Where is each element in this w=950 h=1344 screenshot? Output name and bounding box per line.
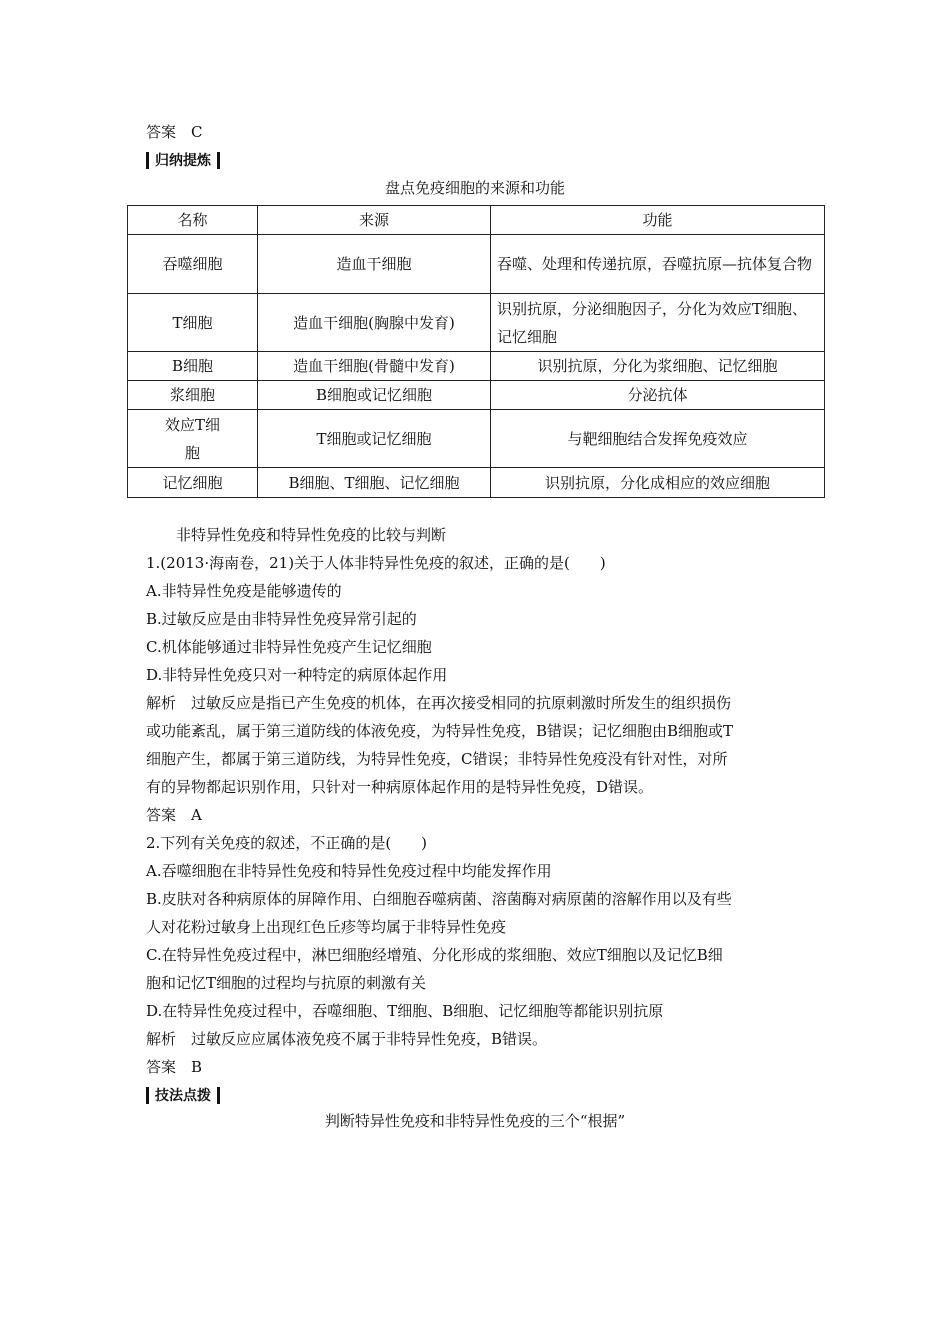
table-row — [128, 381, 825, 410]
table-row — [128, 352, 825, 381]
q1-analysis-line: 细胞产生，都属于第三道防线，为特异性免疫，C错误；非特异性免疫没有针对性，对所 — [146, 750, 728, 768]
heading-bar-right — [217, 1087, 220, 1104]
cell-source: T细胞或记忆细胞 — [258, 410, 491, 468]
q2-analysis: 解析 过敏反应应属体液免疫不属于非特异性免疫，B错误。 — [146, 1030, 548, 1048]
table-header-row — [128, 206, 825, 235]
cell-name: 效应T细胞 — [128, 410, 258, 468]
cell-function: 吞噬、处理和传递抗原，吞噬抗原—抗体复合物 — [491, 235, 825, 294]
cell-function: 识别抗原，分化成相应的效应细胞 — [491, 468, 825, 498]
tip-heading-text: 技法点拨 — [155, 1088, 211, 1104]
table-row — [128, 468, 825, 498]
q2-option-line: 胞和记忆T细胞的过程均与抗原的刺激有关 — [146, 974, 427, 992]
cell-name: 记忆细胞 — [128, 468, 258, 498]
q2-option-line: C.在特异性免疫过程中，淋巴细胞经增殖、分化形成的浆细胞、效应T细胞以及记忆B细 — [146, 946, 723, 964]
topic-title: 非特异性免疫和特异性免疫的比较与判断 — [176, 526, 447, 544]
top-answer: 答案 C — [146, 123, 203, 141]
cell-name: 浆细胞 — [128, 381, 258, 410]
q2-option-line: B.皮肤对各种病原体的屏障作用、白细胞吞噬病菌、溶菌酶对病原菌的溶解作用以及有些 — [146, 890, 732, 908]
immune-cells-table — [127, 205, 825, 498]
q2-answer: 答案 B — [146, 1058, 203, 1076]
header-source: 来源 — [258, 206, 491, 235]
q1-option-a: A.非特异性免疫是能够遗传的 — [146, 582, 342, 600]
cell-source: B细胞或记忆细胞 — [258, 381, 491, 410]
summary-heading — [146, 150, 220, 170]
tip-title: 判断特异性免疫和非特异性免疫的三个“根据” — [324, 1112, 626, 1130]
cell-source: 造血干细胞(胸腺中发育) — [258, 294, 491, 352]
cell-name: B细胞 — [128, 352, 258, 381]
table-row — [128, 235, 825, 294]
table-title: 盘点免疫细胞的来源和功能 — [384, 179, 565, 197]
cell-function: 识别抗原，分化为浆细胞、记忆细胞 — [491, 352, 825, 381]
q2-option-line: A.吞噬细胞在非特异性免疫和特异性免疫过程中均能发挥作用 — [146, 862, 552, 880]
q1-stem: 1.(2013·海南卷，21)关于人体非特异性免疫的叙述，正确的是( ) — [146, 554, 606, 572]
q1-analysis-line: 或功能紊乱，属于第三道防线的体液免疫，为特异性免疫，B错误；记忆细胞由B细胞或T — [146, 722, 734, 740]
q1-option-b: B.过敏反应是由非特异性免疫异常引起的 — [146, 610, 417, 628]
q1-option-c: C.机体能够通过非特异性免疫产生记忆细胞 — [146, 638, 432, 656]
q1-analysis-line: 解析 过敏反应是指已产生免疫的机体，在再次接受相同的抗原刺激时所发生的组织损伤 — [146, 694, 732, 712]
q1-option-d: D.非特异性免疫只对一种特定的病原体起作用 — [146, 666, 448, 684]
cell-function: 与靶细胞结合发挥免疫效应 — [491, 410, 825, 468]
cell-name: T细胞 — [128, 294, 258, 352]
cell-source: B细胞、T细胞、记忆细胞 — [258, 468, 491, 498]
table-row — [128, 294, 825, 352]
header-function: 功能 — [491, 206, 825, 235]
q2-option-line: 人对花粉过敏身上出现红色丘疹等均属于非特异性免疫 — [146, 918, 507, 936]
summary-heading-text: 归纳提炼 — [155, 153, 211, 169]
q1-analysis-line: 有的异物都起识别作用，只针对一种病原体起作用的是特异性免疫，D错误。 — [146, 778, 654, 796]
tip-heading — [146, 1085, 220, 1105]
cell-function: 识别抗原，分泌细胞因子，分化为效应T细胞、记忆细胞 — [491, 294, 825, 352]
cell-source: 造血干细胞(骨髓中发育) — [258, 352, 491, 381]
cell-source: 造血干细胞 — [258, 235, 491, 294]
heading-bar-right — [217, 152, 220, 169]
table-row — [128, 410, 825, 468]
q1-answer: 答案 A — [146, 806, 202, 824]
header-name: 名称 — [128, 206, 258, 235]
cell-name: 吞噬细胞 — [128, 235, 258, 294]
q2-stem: 2.下列有关免疫的叙述，不正确的是( ) — [146, 834, 428, 852]
q2-option-line: D.在特异性免疫过程中，吞噬细胞、T细胞、B细胞、记忆细胞等都能识别抗原 — [146, 1002, 664, 1020]
cell-function: 分泌抗体 — [491, 381, 825, 410]
